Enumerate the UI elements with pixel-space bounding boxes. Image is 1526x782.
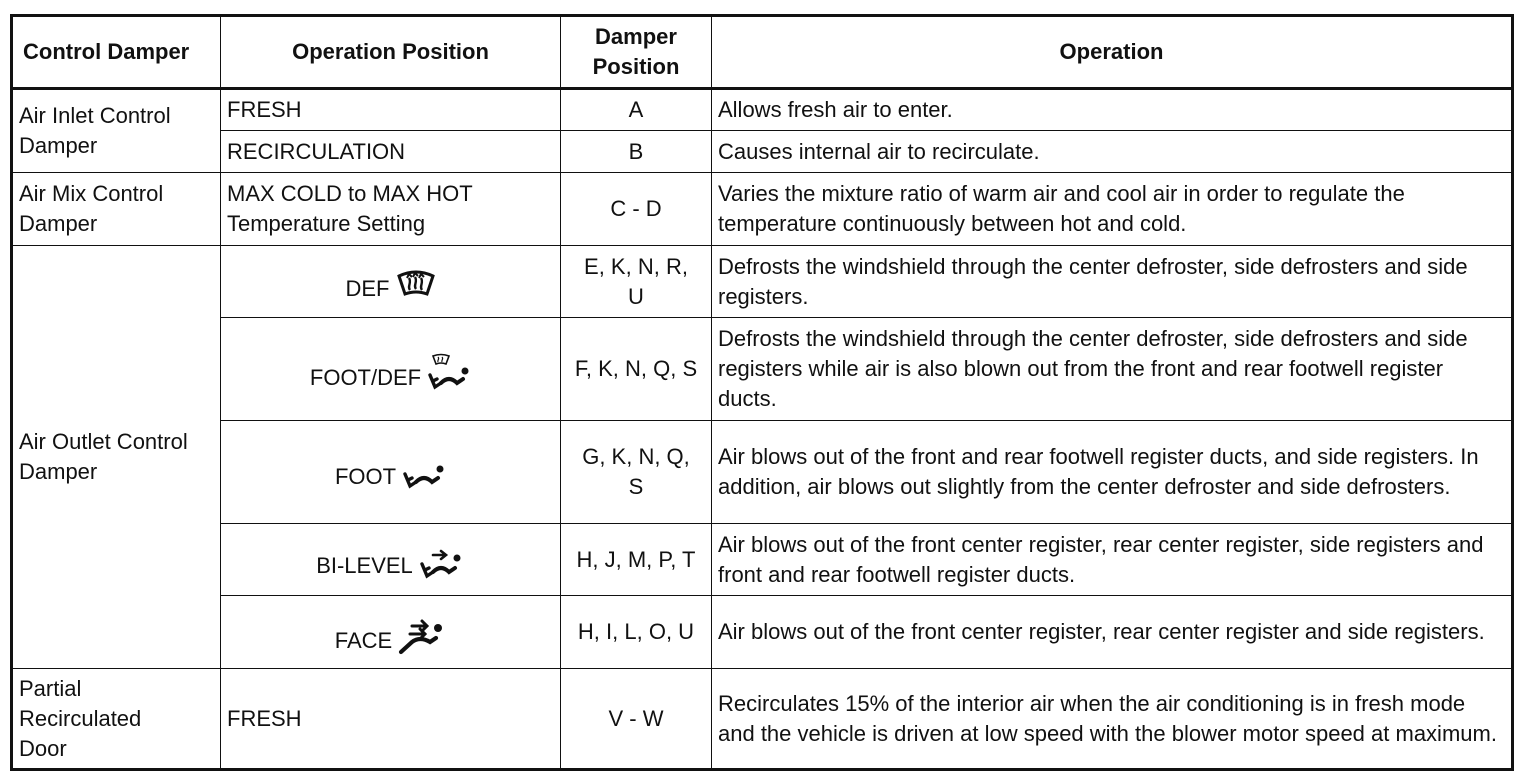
damper-cell: H, J, M, P, T xyxy=(561,524,712,596)
table-row xyxy=(12,246,1513,318)
operation-cell: Defrosts the windshield through the center defroster, side defrosters and side registers while air is also blown out from the front and rear footwell register ducts. xyxy=(712,318,1513,421)
damper-cell: A xyxy=(561,89,712,131)
header-control-damper: Control Damper xyxy=(12,16,221,89)
damper-table-container xyxy=(10,14,1514,771)
group-air-inlet: Air Inlet Control Damper xyxy=(12,89,221,173)
table-row xyxy=(12,669,1513,770)
header-operation-position: Operation Position xyxy=(221,16,561,89)
position-cell xyxy=(221,318,561,421)
position-label: BI-LEVEL xyxy=(316,552,413,578)
position-cell: FRESH xyxy=(221,89,561,131)
group-air-outlet: Air Outlet Control Damper xyxy=(12,246,221,669)
damper-cell: B xyxy=(561,131,712,173)
position-label: FOOT/DEF xyxy=(309,365,422,390)
table-row xyxy=(12,89,1513,131)
operation-cell: Varies the mixture ratio of warm air and cool air in order to regulate the temperature continuously between hot and cold. xyxy=(712,173,1513,246)
foot-icon xyxy=(402,460,446,492)
position-cell: MAX COLD to MAX HOT Temperature Setting xyxy=(221,173,561,246)
foot-def-icon xyxy=(427,353,471,393)
header-damper-position: Damper Position xyxy=(561,16,712,89)
table-row xyxy=(12,131,1513,173)
operation-cell: Recirculates 15% of the interior air when the air conditioning is in fresh mode and the vehicle is driven at low speed with the blower motor speed at maximum. xyxy=(712,669,1513,770)
operation-cell: Air blows out of the front and rear footwell register ducts, and side registers. In addition, air blows out slightly from the center defroster and side defrosters. xyxy=(712,421,1513,524)
table-row xyxy=(12,173,1513,246)
table-row xyxy=(12,524,1513,596)
operation-cell: Air blows out of the front center register, rear center register, side registers and front and rear footwell register ducts. xyxy=(712,524,1513,596)
damper-cell: F, K, N, Q, S xyxy=(561,318,712,421)
position-cell xyxy=(221,524,561,596)
position-label: FACE xyxy=(334,628,393,653)
table-row xyxy=(12,421,1513,524)
position-cell xyxy=(221,596,561,669)
damper-cell: H, I, L, O, U xyxy=(561,596,712,669)
damper-cell: E, K, N, R, U xyxy=(561,246,712,318)
face-icon xyxy=(398,616,446,656)
operation-cell: Defrosts the windshield through the center defroster, side defrosters and side registers. xyxy=(712,246,1513,318)
group-partial-recirculated-door: Partial Recirculated Door xyxy=(12,669,221,770)
damper-cell: V - W xyxy=(561,669,712,770)
position-cell: FRESH xyxy=(221,669,561,770)
group-air-mix: Air Mix Control Damper xyxy=(12,173,221,246)
position-label: DEF xyxy=(345,275,390,301)
position-cell: RECIRCULATION xyxy=(221,131,561,173)
damper-cell: C - D xyxy=(561,173,712,246)
header-operation: Operation xyxy=(712,16,1513,89)
damper-cell: G, K, N, Q, S xyxy=(561,421,712,524)
table-row xyxy=(12,596,1513,669)
table-row xyxy=(12,318,1513,421)
damper-operation-table xyxy=(10,14,1514,771)
defrost-icon xyxy=(396,268,436,304)
position-cell xyxy=(221,246,561,318)
operation-cell: Allows fresh air to enter. xyxy=(712,89,1513,131)
operation-cell: Air blows out of the front center register, rear center register and side registers. xyxy=(712,596,1513,669)
position-cell xyxy=(221,421,561,524)
operation-cell: Causes internal air to recirculate. xyxy=(712,131,1513,173)
position-label: FOOT xyxy=(334,464,397,489)
bi-level-icon xyxy=(419,547,465,581)
table-header-row xyxy=(12,16,1513,89)
